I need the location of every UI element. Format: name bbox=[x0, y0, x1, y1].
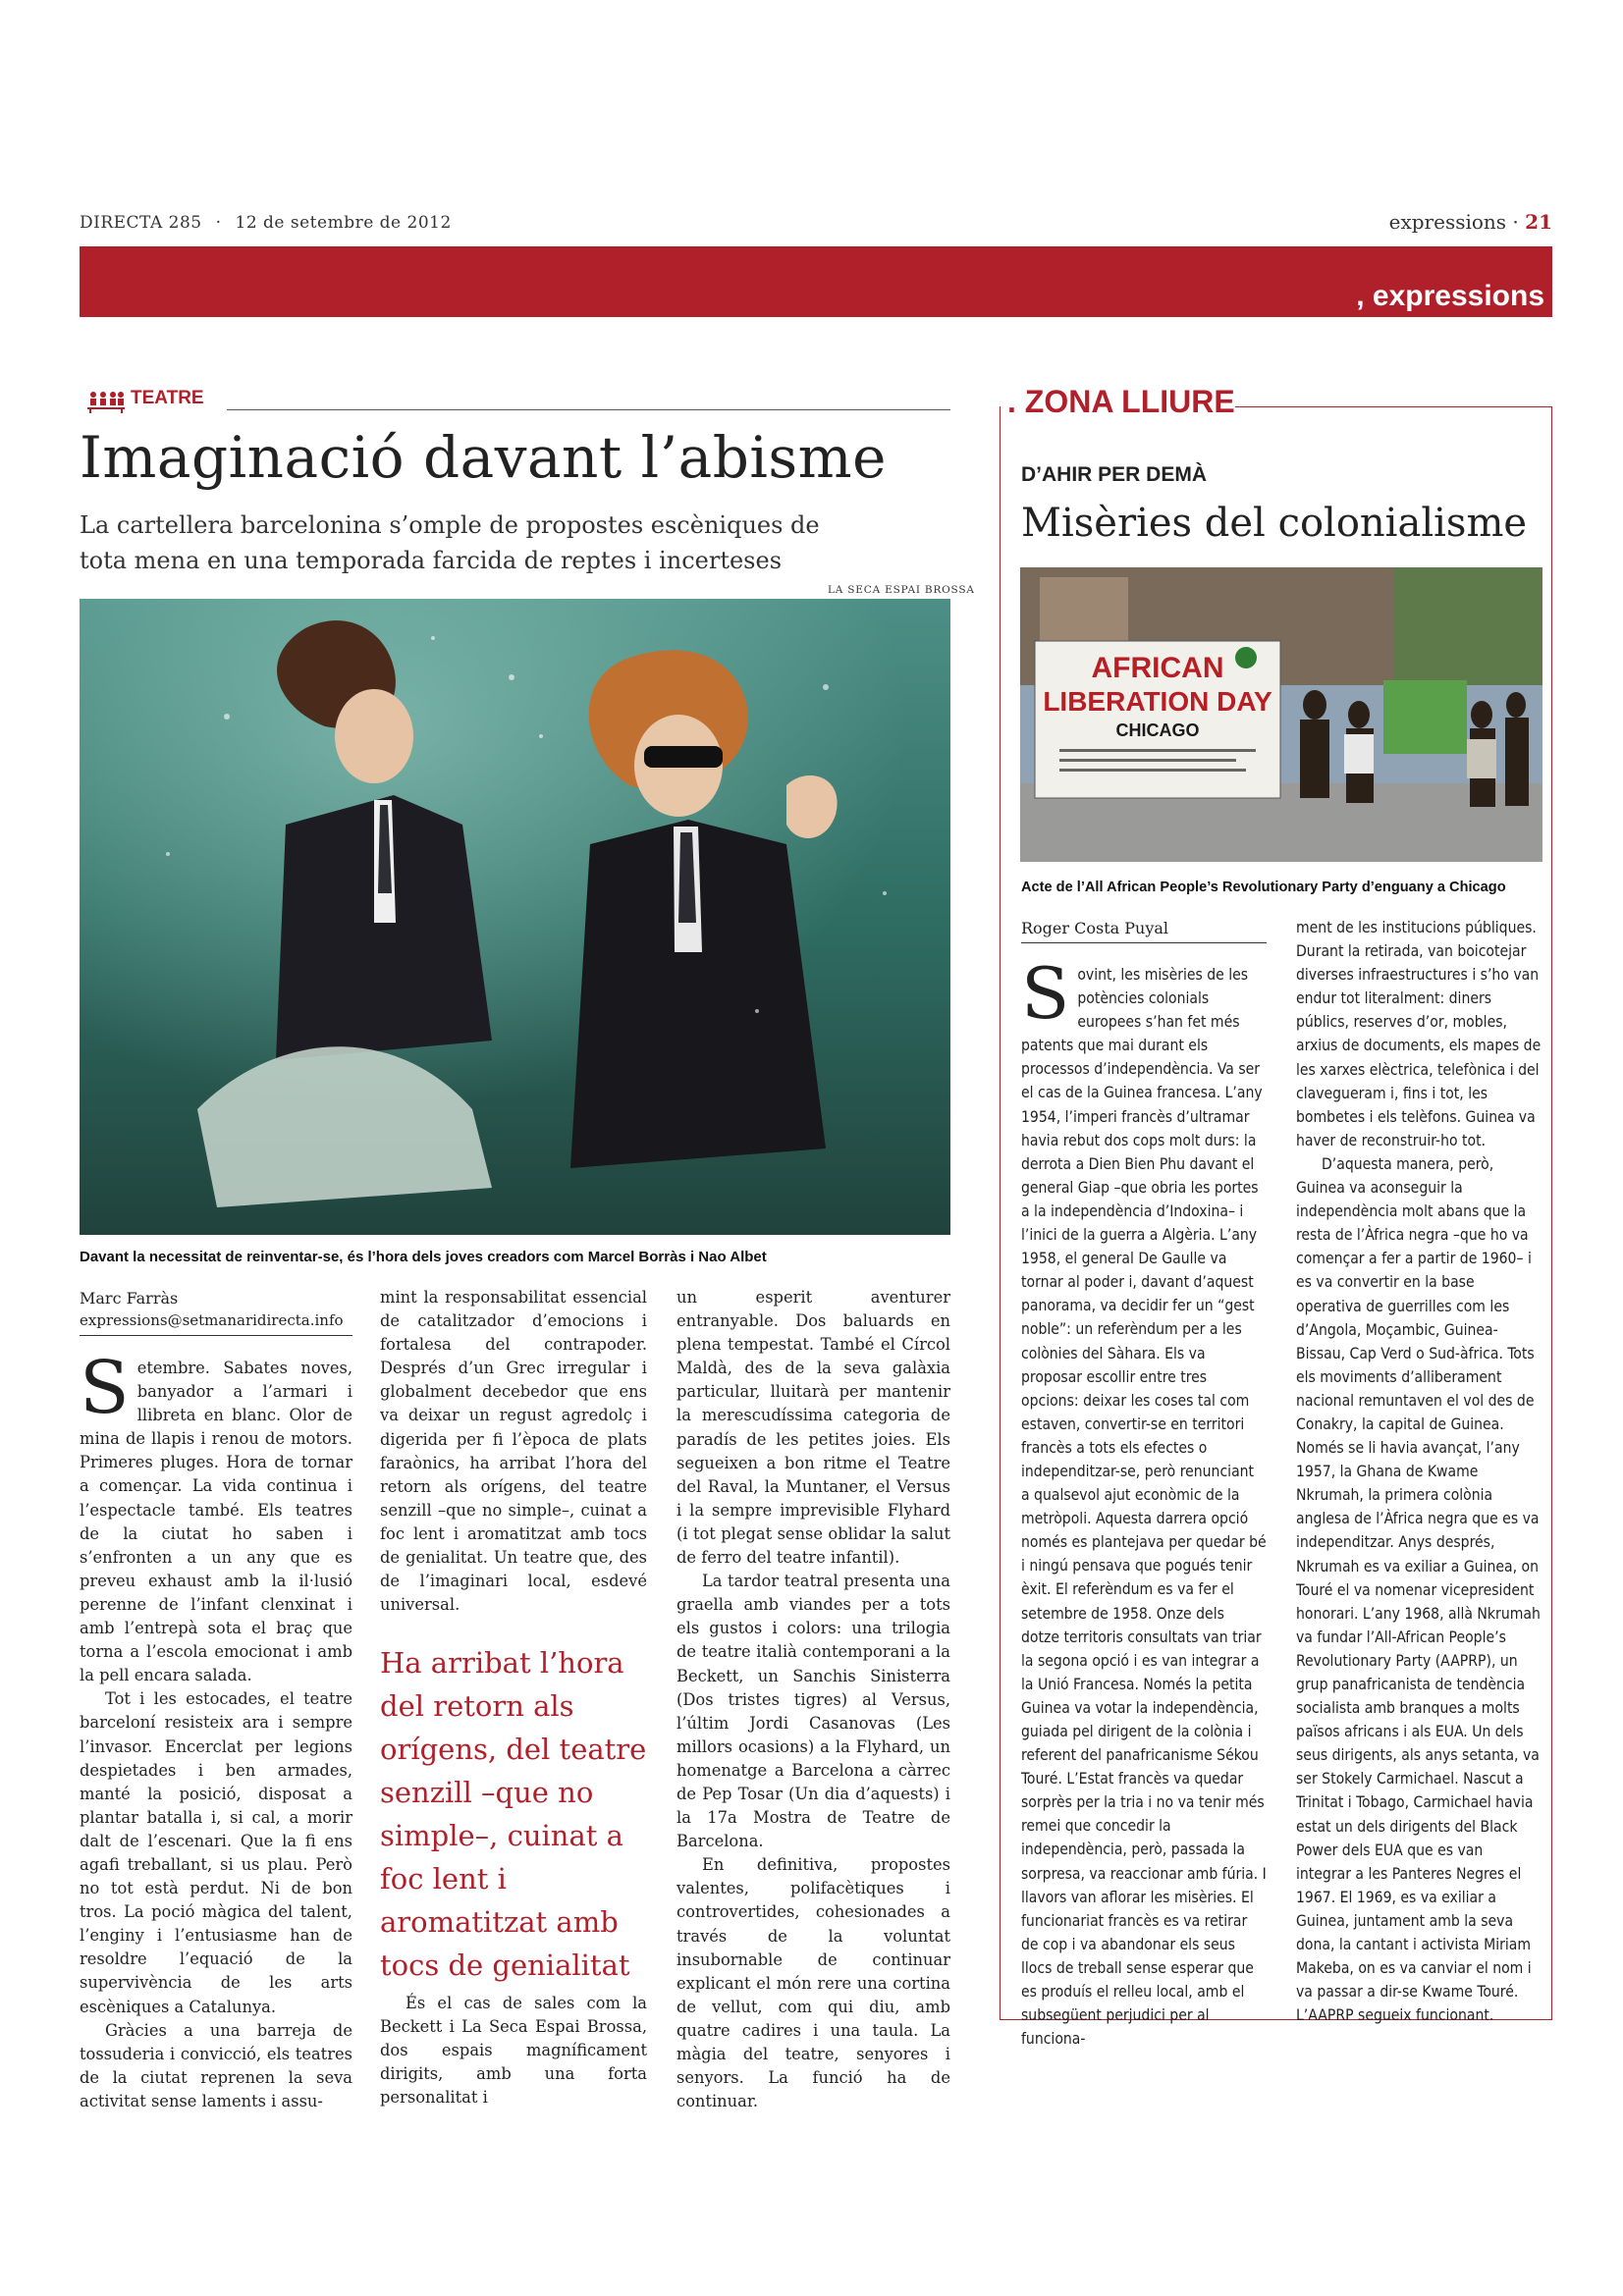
section-band bbox=[80, 246, 1552, 317]
sidebar-photo-caption: Acte de l’All African People’s Revolutionary Party d’enguany a Chicago bbox=[1021, 880, 1506, 895]
page-separator: · bbox=[1506, 210, 1526, 234]
paragraph: D’aquesta manera, però, Guinea va aconseguir la independència molt abans que la resta de l’Àfrica negra –que ho va començar a fer a partir de 1960– i es va convertir en la base operativa de guerrilles com les d’Angola, Moçambic, Guinea-Bissau, Cap Verd o Sud-àfrica. Tots els moviments d’alliberament nacional remuntaven el vol des de Conakry, la capital de Guinea. Només se li havia avançat, l’any 1957, la Ghana de Kwame Nkrumah, la primera colònia anglesa de l’Àfrica negra que es va independitzar. Anys després, Nkrumah es va exiliar a Guinea, on Touré el va nomenar vicepresident honorari. L’any 1968, allà Nkrumah va fundar l’All-African People’s Revolutionary Party (AAPRP), un grup panafricanista de tendència socialista amb branques a molts països africans i als EUA. Un dels seus dirigents, als anys setanta, va ser Stokely Carmichael. Nascut a Trinitat i Tobago, Carmichael havia estat un dels dirigents del Black Power dels EUA que es van integrar a les Panteres Negres el 1967. El 1969, es va exiliar a Guinea, juntament amb la seva dona, la cantant i activista Miriam Makeba, on es va canviar el nom i va passar a dir-se Kwame Touré. L’AAPRP segueix funcionant. bbox=[1296, 1154, 1541, 2025]
section-band-label: , expressions bbox=[1356, 280, 1544, 312]
body-column-2-continued bbox=[380, 1992, 647, 2109]
article-section-row bbox=[80, 390, 950, 413]
author-name: Marc Farràs bbox=[80, 1289, 179, 1308]
paragraph: Gràcies a una barreja de tossuderia i convicció, els teatres de la ciutat reprenen la seva activitat sense laments i assu- bbox=[80, 2020, 352, 2110]
body-column-1 bbox=[80, 1346, 352, 2113]
paragraph: ovint, les misèries de les potències colonials europees s’han fet més patents que mai durant els processos d’independència. Va ser el cas de la Guinea francesa. L’any 1954, l’imperi francès d’ultramar havia rebut dos cops molt durs: la derrota a Dien Bien Phu davant el general Giap –que obria les portes a la independència d’Indoxina– i l’inici de la guerra a Algèria. L’any 1958, el general De Gaulle va tornar al poder i, davant d’aquest panorama, va decidir fer un “gest noble”: un referèndum per a les colònies del Sàhara. Els va proposar escollir entre tres opcions: deixar les coses tal com estaven, convertir-se en territori francès a tots els efectes o independitzar-se, però renunciant a qualsevol ajut econòmic de la metròpoli. Aquesta darrera opció només es plantejava per quedar bé i ningú pensava que pogués tenir èxit. El referèndum es va fer el setembre de 1958. Onze dels dotze territoris consultats van triar la segona opció i es van integrar a la Unió Francesa. Només la petita Guinea va votar la independència, guiada pel dirigent de la colònia i referent del panafricanisme Sékou Touré. L’Estat francès va quedar sorprès per la tria i no va tenir més remei que concedir la independència, però, passada la sorpresa, va reaccionar amb fúria. I llavors van aflorar les misèries. El funcionariat francès es va retirar de cop i va abandonar els seus llocs de treball sense esperar que es produís el relleu local, amb el subsegüent perjudici per al funciona- bbox=[1021, 966, 1267, 2049]
article-title: Imaginació davant l’abisme bbox=[80, 424, 887, 491]
paragraph: un esperit aventurer entranyable. Dos baluards en plena tempestat. També el Círcol Maldà, des de la seva galàxia particular, lluitarà per mantenir la merescudíssima categoria de paradís de les petites joies. Els segueixen a bon ritme el Teatre del Raval, la Muntaner, el Versus i la sempre imprevisible Flyhard (i tot plegat sense oblidar la salut de ferro del teatre infantil). bbox=[676, 1288, 950, 1568]
sidebar-section-label: . ZONA LLIURE bbox=[1007, 384, 1247, 420]
header-separator: · bbox=[215, 213, 222, 233]
sidebar-author-name: Roger Costa Puyal bbox=[1021, 919, 1169, 937]
theatre-seats-icon bbox=[87, 390, 125, 413]
paragraph: mint la responsabilitat essencial de catalitzador d’emocions i fortalesa del contrapoder. Després d’un Grec irregular i globalment decebedor que ens va deixar un regust agredolç i digerida per fi l’època de plats faraònics, ha arribat l’hora del retorn als orígens, del teatre senzill –que no simple–, cuinat a foc lent i aromatitzat amb tocs de genialitat. Un teatre que, des de l’imaginari local, esdevé universal. bbox=[380, 1288, 647, 1615]
running-header-left bbox=[80, 213, 452, 233]
photo-caption: Davant la necessitat de reinventar-se, és l’hora dels joves creadors com Marcel Borràs i Nao Albet bbox=[80, 1249, 767, 1265]
byline-rule bbox=[80, 1335, 352, 1336]
sidebar-byline-rule bbox=[1021, 942, 1267, 943]
page-number: 21 bbox=[1525, 210, 1552, 234]
banner-text: CHICAGO bbox=[1115, 721, 1200, 740]
body-column-3 bbox=[676, 1286, 950, 2113]
body-column-2 bbox=[380, 1286, 647, 1617]
sidebar-column-1 bbox=[1021, 952, 1267, 2051]
author-email: expressions@setmanaridirecta.info bbox=[80, 1311, 344, 1329]
paragraph: La tardor teatral presenta una graella amb viandes per a tots els gustos i colors: una trilogia de teatre italià contemporani a la Beckett, un Sanchis Sinisterra (Dos tristes tigres) al Versus, l’últim Jordi Casanovas (Les millors ocasions) a la Flyhard, un homenatge a Barcelona a càrrec de Pep Tosar (Un dia d’aquests) i la 17a Mostra de Teatre de Barcelona. bbox=[676, 1572, 950, 1851]
banner-text: AFRICAN bbox=[1091, 652, 1224, 684]
photo-credit: LA SECA ESPAI BROSSA bbox=[828, 584, 975, 596]
drop-cap: S bbox=[1021, 952, 1070, 1035]
pull-quote: Ha arribat l’hora del retorn als orígens, del teatre senzill –que no simple–, cuinat a foc lent i aromatitzat amb tocs de genialitat bbox=[380, 1646, 647, 1982]
issue-date: 12 de setembre de 2012 bbox=[235, 213, 452, 233]
sidebar-column-2 bbox=[1296, 916, 1542, 2027]
section-rule bbox=[227, 409, 950, 410]
paragraph: En definitiva, propostes valentes, polifacètiques i controvertides, cohesionades a través de la voluntat insubornable de continuar explicant el món rere una cortina de vellut, com qui diu, amb quatre cadires i una taula. La màgia del teatre, senyores i senyors. La funció ha de continuar. bbox=[676, 1855, 950, 2111]
section-name: expressions bbox=[1388, 210, 1507, 234]
paragraph: etembre. Sabates noves, banyador a l’armari i llibreta en blanc. Olor de mina de llapis i renou de motors. Primeres pluges. Hora de tornar a començar. La vida continua i l’espectacle també. Els teatres de la ciutat ho saben i s’enfronten a un any que es preveu exhaust amb la il·lusió perenne de l’infant clenxinat i amb l’entrepà sota el braç que torna a l’escola emocionat i amb la pell encara salada. bbox=[80, 1359, 352, 1685]
sidebar-title: Misèries del colonialisme bbox=[1021, 501, 1528, 546]
paragraph: ment de les institucions públiques. Durant la retirada, van boicotejar diverses infraestructures i s’ho van endur tot literalment: diners públics, reserves d’or, mobles, arxius de documents, els mapes de les xarxes elèctrica, telefònica i del clavegueram i, fins i tot, les bombetes i els telèfons. Guinea va haver de reconstruir-ho tot. bbox=[1296, 919, 1542, 1149]
article-subtitle: La cartellera barcelonina s’omple de propostes escèniques de tota mena en una temporada farcida de reptes i incerteses bbox=[80, 511, 820, 574]
sidebar-section-row bbox=[1000, 384, 1552, 423]
running-header-right bbox=[1389, 210, 1552, 234]
banner-text: LIBERATION DAY bbox=[1043, 686, 1272, 717]
publication-name: DIRECTA 285 bbox=[80, 213, 202, 233]
paragraph: És el cas de sales com la Beckett i La Seca Espai Brossa, dos espais magníficament dirigits, amb una forta personalitat i bbox=[380, 1994, 647, 2108]
section-label: TEATRE bbox=[131, 388, 204, 408]
paragraph: Tot i les estocades, el teatre barceloní resisteix ara i sempre l’invasor. Encerclat per legions despietades i ben armades, manté la posició, disposat a plantar batalla i, si cal, a morir dalt de l’escenari. Que la fi ens agafi treballant, si us plau. Però no tot està perdut. Ni de bon tros. La poció màgica del talent, l’enginy i l’entusiasme han de resoldre l’equació de la supervivència de les arts escèniques a Catalunya. bbox=[80, 1689, 352, 2016]
liberation-day-march-photo bbox=[1020, 567, 1542, 862]
drop-cap: S bbox=[80, 1346, 130, 1430]
sidebar-section-rule bbox=[1235, 406, 1552, 407]
underwater-actors-photo bbox=[80, 599, 950, 1235]
sidebar-kicker: D’AHIR PER DEMÀ bbox=[1021, 463, 1208, 486]
